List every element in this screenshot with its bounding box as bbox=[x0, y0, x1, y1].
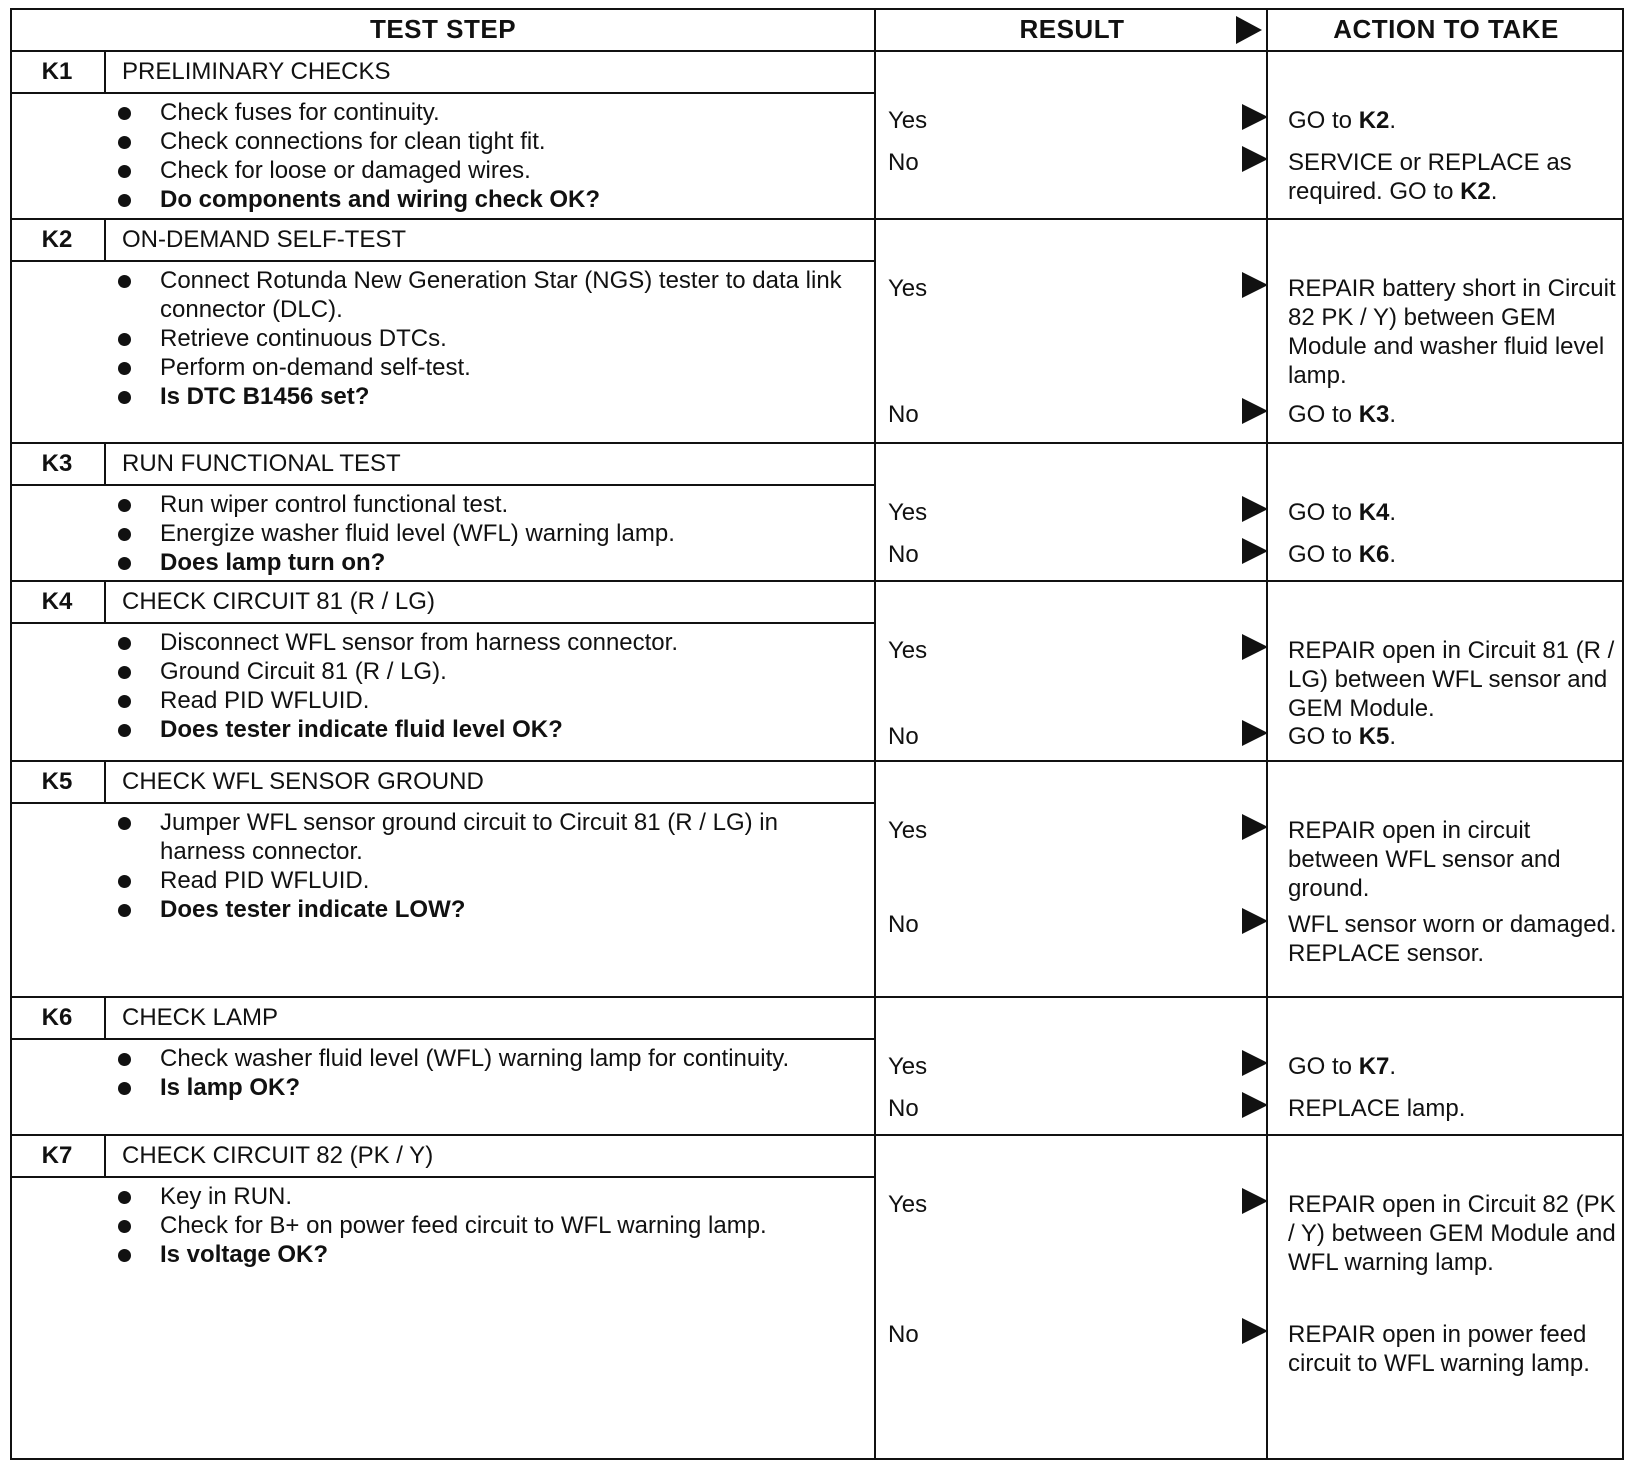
step-title: PRELIMINARY CHECKS bbox=[122, 58, 391, 85]
step-question: Do components and wiring check OK? bbox=[112, 185, 852, 214]
header-result bbox=[876, 8, 1268, 52]
arrow-right-icon bbox=[1236, 16, 1262, 44]
step-title: CHECK WFL SENSOR GROUND bbox=[122, 768, 484, 795]
step-question: Is lamp OK? bbox=[112, 1073, 852, 1102]
action-yes: GO to K2. bbox=[1288, 107, 1397, 134]
step-code: K6 bbox=[10, 998, 106, 1038]
list-item: Energize washer fluid level (WFL) warning lamp. bbox=[112, 519, 852, 548]
result-no: No bbox=[888, 1095, 919, 1122]
step-title: CHECK LAMP bbox=[122, 1004, 279, 1031]
action-no: GO to K3. bbox=[1288, 401, 1397, 428]
step-k7 bbox=[10, 1136, 1624, 1460]
arrow-right-icon bbox=[1242, 398, 1268, 424]
list-item: Check connections for clean tight fit. bbox=[112, 127, 852, 156]
action-no: SERVICE or REPLACE as required. GO to K2. bbox=[1288, 149, 1572, 205]
step-question: Does tester indicate fluid level OK? bbox=[112, 715, 852, 744]
list-item: Jumper WFL sensor ground circuit to Circuit 81 (R / LG) in harness connector. bbox=[112, 808, 852, 866]
step-code: K4 bbox=[10, 582, 106, 622]
result-no: No bbox=[888, 911, 919, 938]
step-code: K3 bbox=[10, 444, 106, 484]
step-code: K1 bbox=[10, 52, 106, 92]
list-item: Retrieve continuous DTCs. bbox=[112, 324, 852, 353]
result-no: No bbox=[888, 149, 919, 176]
step-question: Is voltage OK? bbox=[112, 1240, 852, 1269]
step-code: K7 bbox=[10, 1136, 106, 1176]
step-k5 bbox=[10, 762, 1624, 998]
list-item: Check fuses for continuity. bbox=[112, 98, 852, 127]
action-no: REPLACE lamp. bbox=[1288, 1095, 1466, 1122]
result-no: No bbox=[888, 723, 919, 750]
step-k1 bbox=[10, 52, 1624, 220]
action-no: WFL sensor worn or damaged. REPLACE sensor. bbox=[1288, 911, 1617, 967]
result-no: No bbox=[888, 401, 919, 428]
step-title-row bbox=[10, 998, 876, 1040]
list-item: Perform on-demand self-test. bbox=[112, 353, 852, 382]
action-yes: REPAIR open in circuit between WFL sensor and ground. bbox=[1288, 817, 1561, 902]
action-no: GO to K6. bbox=[1288, 541, 1397, 568]
action-yes: REPAIR open in Circuit 81 (R / LG) between WFL sensor and GEM Module. bbox=[1288, 637, 1615, 722]
list-item: Ground Circuit 81 (R / LG). bbox=[112, 657, 852, 686]
result-yes: Yes bbox=[888, 275, 928, 302]
result-yes: Yes bbox=[888, 1191, 928, 1218]
step-checklist bbox=[112, 628, 852, 744]
list-item: Key in RUN. bbox=[112, 1182, 852, 1211]
list-item: Read PID WFLUID. bbox=[112, 686, 852, 715]
action-yes: REPAIR battery short in Circuit 82 PK / Y) between GEM Module and washer fluid level lamp. bbox=[1288, 275, 1616, 389]
list-item: Connect Rotunda New Generation Star (NGS) tester to data link connector (DLC). bbox=[112, 266, 852, 324]
result-yes: Yes bbox=[888, 817, 928, 844]
step-checklist bbox=[112, 98, 852, 214]
step-title: CHECK CIRCUIT 81 (R / LG) bbox=[122, 588, 435, 615]
step-checklist bbox=[112, 490, 852, 577]
arrow-right-icon bbox=[1242, 146, 1268, 172]
step-checklist bbox=[112, 1044, 852, 1102]
list-item: Check for loose or damaged wires. bbox=[112, 156, 852, 185]
step-code: K5 bbox=[10, 762, 106, 802]
arrow-right-icon bbox=[1242, 634, 1268, 660]
step-title-row bbox=[10, 762, 876, 804]
arrow-right-icon bbox=[1242, 104, 1268, 130]
arrow-right-icon bbox=[1242, 1092, 1268, 1118]
diagnostic-table bbox=[10, 8, 1624, 1460]
action-yes: GO to K7. bbox=[1288, 1053, 1397, 1080]
step-title-row bbox=[10, 52, 876, 94]
step-title: ON-DEMAND SELF-TEST bbox=[122, 226, 407, 253]
step-title-row bbox=[10, 582, 876, 624]
header-result-label: RESULT bbox=[1019, 13, 1125, 44]
list-item: Check for B+ on power feed circuit to WFL warning lamp. bbox=[112, 1211, 852, 1240]
step-question: Does lamp turn on? bbox=[112, 548, 852, 577]
list-item: Disconnect WFL sensor from harness connector. bbox=[112, 628, 852, 657]
arrow-right-icon bbox=[1242, 496, 1268, 522]
action-no: GO to K5. bbox=[1288, 723, 1397, 750]
arrow-right-icon bbox=[1242, 272, 1268, 298]
step-k6 bbox=[10, 998, 1624, 1136]
list-item: Check washer fluid level (WFL) warning lamp for continuity. bbox=[112, 1044, 852, 1073]
step-title-row bbox=[10, 1136, 876, 1178]
step-title-row bbox=[10, 220, 876, 262]
step-title-row bbox=[10, 444, 876, 486]
step-question: Is DTC B1456 set? bbox=[112, 382, 852, 411]
list-item: Read PID WFLUID. bbox=[112, 866, 852, 895]
result-yes: Yes bbox=[888, 499, 928, 526]
result-no: No bbox=[888, 541, 919, 568]
step-k3 bbox=[10, 444, 1624, 582]
arrow-right-icon bbox=[1242, 1188, 1268, 1214]
step-k2 bbox=[10, 220, 1624, 444]
header-test-step: TEST STEP bbox=[10, 8, 876, 52]
step-checklist bbox=[112, 266, 852, 411]
arrow-right-icon bbox=[1242, 1050, 1268, 1076]
action-no: REPAIR open in power feed circuit to WFL warning lamp. bbox=[1288, 1321, 1590, 1377]
arrow-right-icon bbox=[1242, 908, 1268, 934]
action-yes: REPAIR open in Circuit 82 (PK / Y) between GEM Module and WFL warning lamp. bbox=[1288, 1191, 1616, 1276]
step-title: RUN FUNCTIONAL TEST bbox=[122, 450, 401, 477]
result-yes: Yes bbox=[888, 1053, 928, 1080]
arrow-right-icon bbox=[1242, 720, 1268, 746]
header-action: ACTION TO TAKE bbox=[1268, 8, 1624, 52]
step-question: Does tester indicate LOW? bbox=[112, 895, 852, 924]
list-item: Run wiper control functional test. bbox=[112, 490, 852, 519]
result-yes: Yes bbox=[888, 637, 928, 664]
step-checklist bbox=[112, 1182, 852, 1269]
arrow-right-icon bbox=[1242, 1318, 1268, 1344]
result-no: No bbox=[888, 1321, 919, 1348]
arrow-right-icon bbox=[1242, 814, 1268, 840]
result-yes: Yes bbox=[888, 107, 928, 134]
arrow-right-icon bbox=[1242, 538, 1268, 564]
step-checklist bbox=[112, 808, 852, 924]
action-yes: GO to K4. bbox=[1288, 499, 1397, 526]
step-k4 bbox=[10, 582, 1624, 762]
step-code: K2 bbox=[10, 220, 106, 260]
step-title: CHECK CIRCUIT 82 (PK / Y) bbox=[122, 1142, 434, 1169]
